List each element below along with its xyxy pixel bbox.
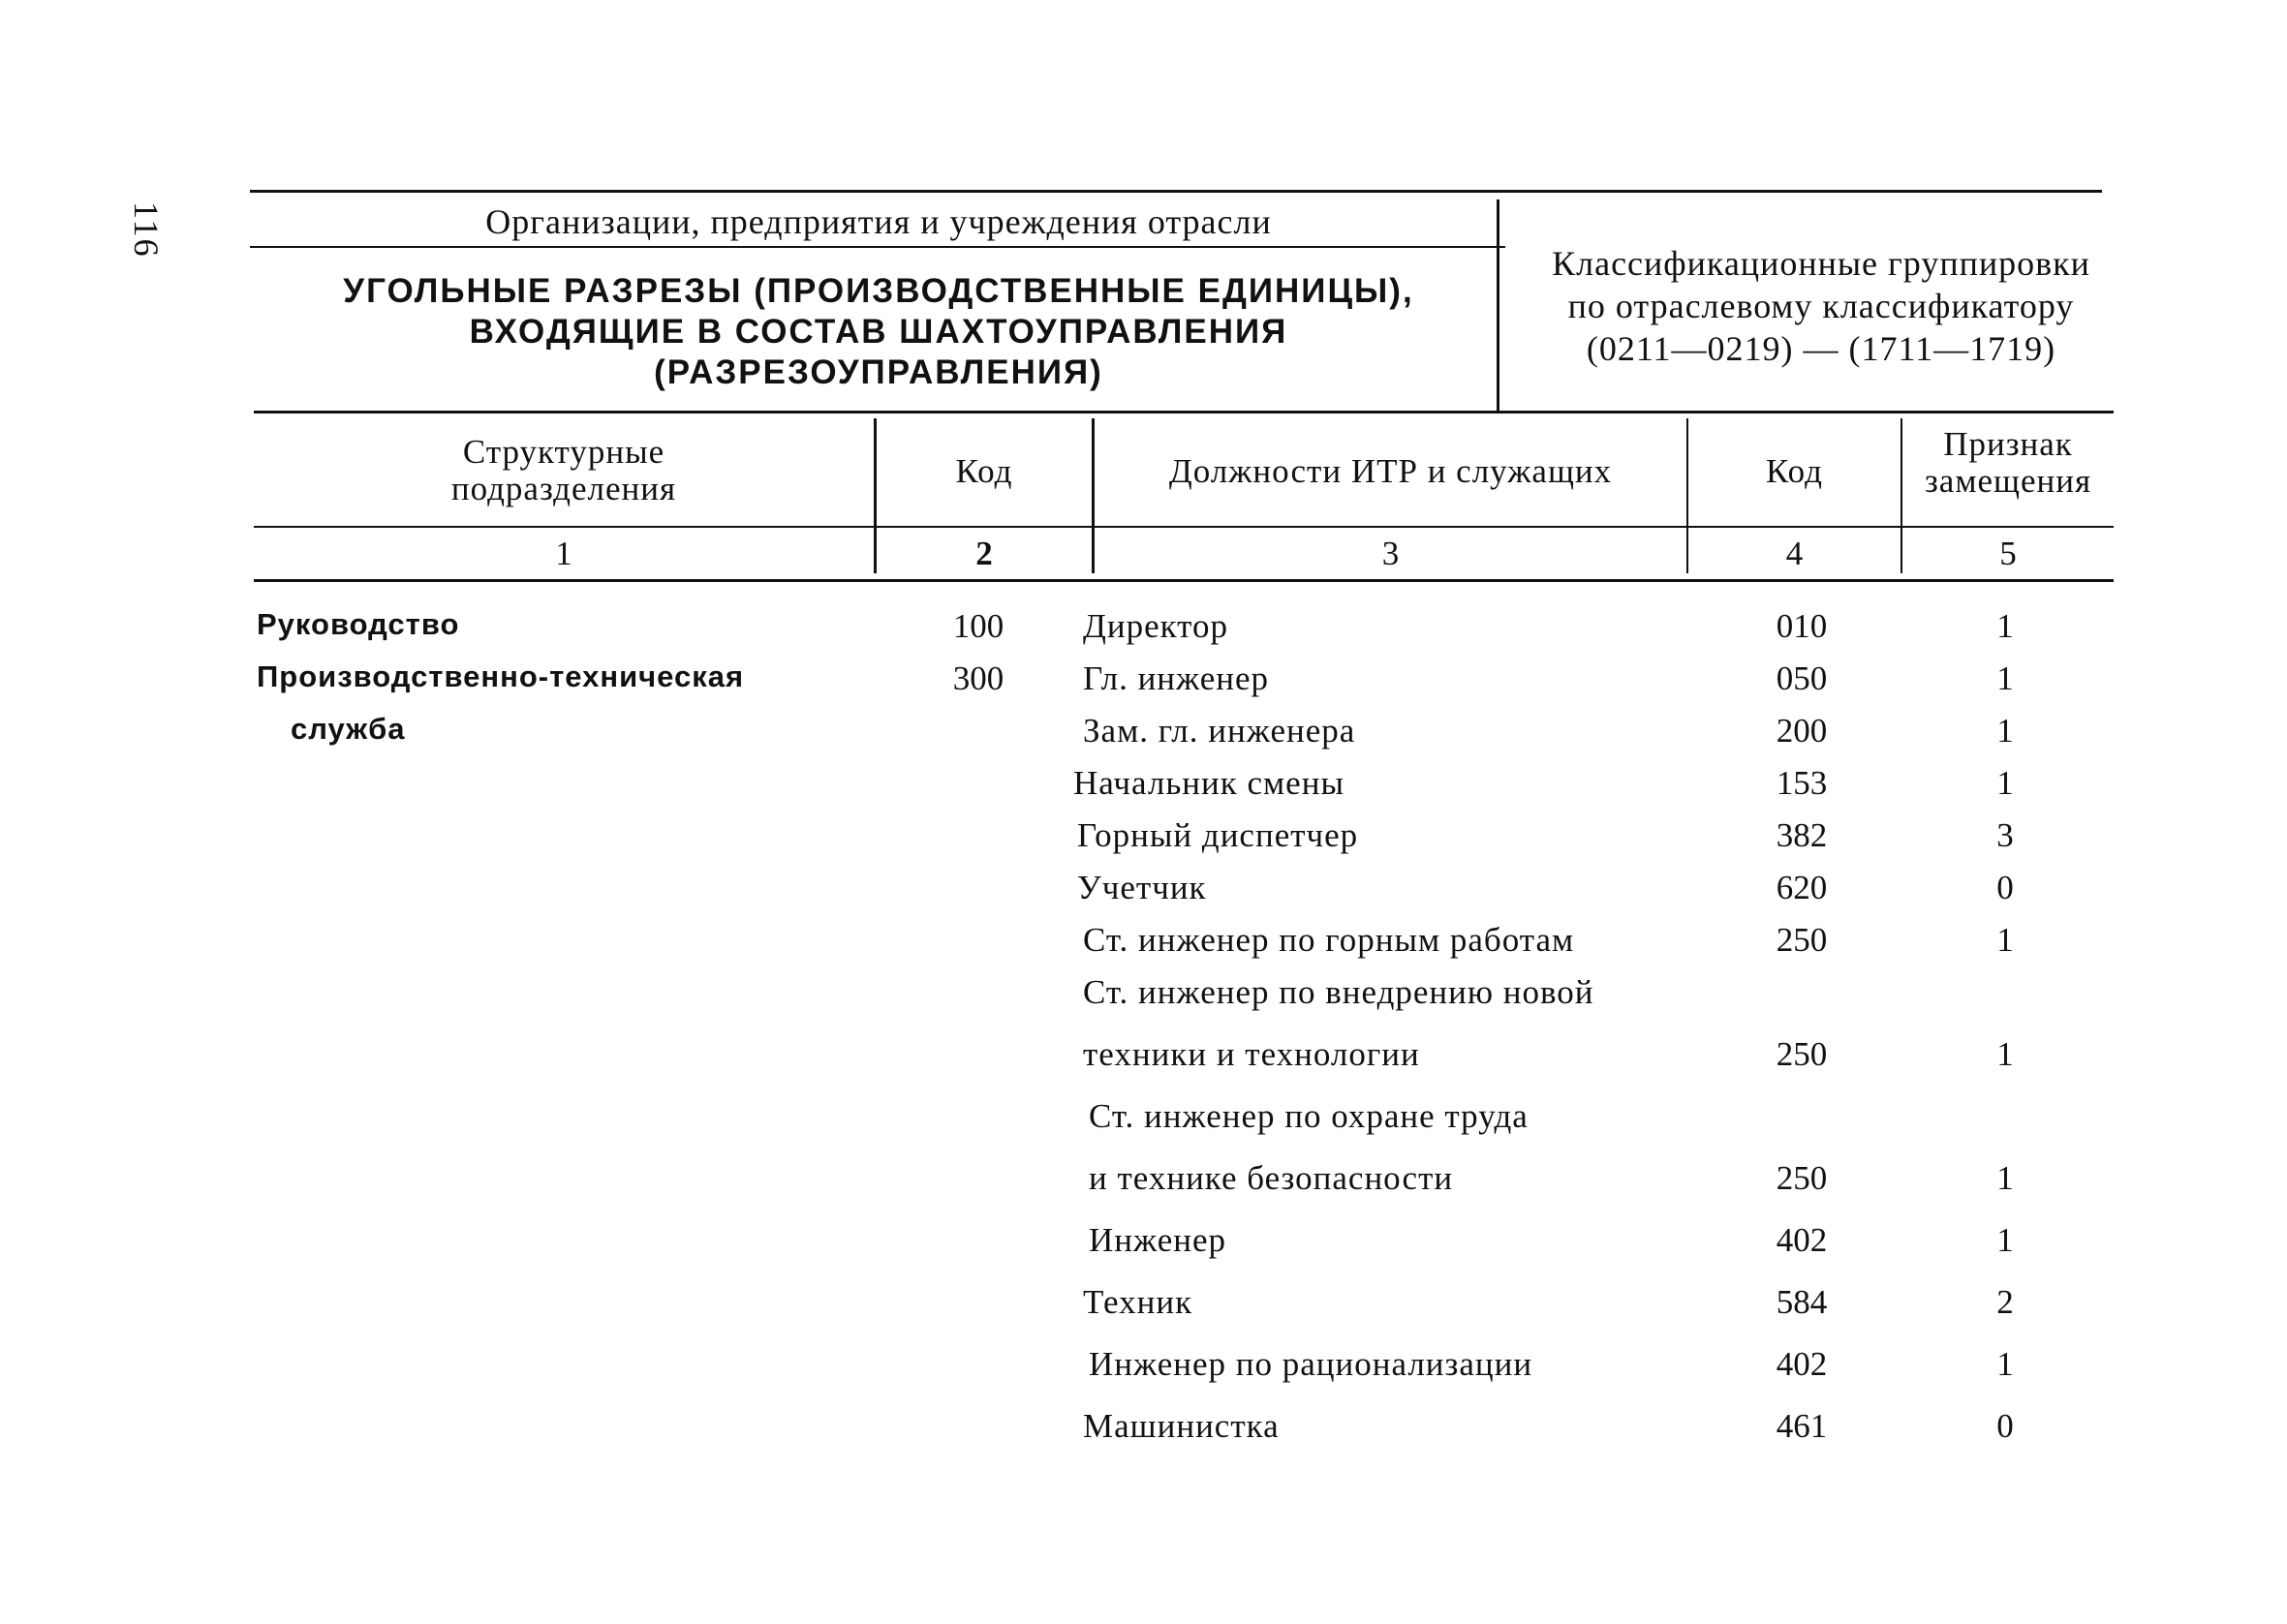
page-number: 116 (127, 201, 166, 259)
sign-cell: 1 (1996, 712, 2014, 750)
title-line: (РАЗРЕЗОУПРАВЛЕНИЯ) (654, 353, 1103, 391)
position-code-cell: 010 (1776, 607, 1828, 645)
sign-cell: 1 (1996, 921, 2014, 959)
position-code-cell: 402 (1776, 1345, 1828, 1383)
sign-cell: 0 (1996, 869, 2014, 906)
column-number: 3 (1381, 535, 1400, 572)
position-cell: Инженер (1089, 1221, 1227, 1259)
dept-cell: служба (291, 712, 406, 746)
position-code-cell: 402 (1776, 1221, 1828, 1259)
position-cell: Директор (1083, 607, 1229, 645)
sign-cell: 1 (1996, 1345, 2014, 1383)
column-number: 4 (1785, 535, 1804, 572)
position-cell: техники и технологии (1083, 1035, 1420, 1073)
dept-cell: Производственно-техническая (257, 659, 745, 693)
table-row (0, 1035, 2287, 1086)
header-label-rule (254, 526, 2114, 528)
column-header-position: Должности ИТР и служащих (1168, 452, 1613, 490)
table-row (0, 1221, 2287, 1272)
position-cell: Зам. гл. инженера (1083, 712, 1356, 750)
position-code-cell: 461 (1776, 1407, 1828, 1445)
title-line: ВХОДЯЩИЕ В СОСТАВ ШАХТОУПРАВЛЕНИЯ (469, 313, 1288, 351)
table-row (0, 1407, 2287, 1457)
sign-cell: 1 (1996, 1159, 2014, 1197)
table-row (0, 1159, 2287, 1210)
position-cell: Машинистка (1083, 1407, 1280, 1445)
position-code-cell: 050 (1776, 659, 1828, 697)
position-cell: Горный диспетчер (1077, 816, 1359, 854)
classifier-line: (0211—0219) — (1711—1719) (1586, 329, 2056, 368)
top-rule (250, 190, 2102, 193)
sign-cell: 1 (1996, 607, 2014, 645)
column-number: 5 (1999, 535, 2017, 572)
sign-cell: 1 (1996, 1035, 2014, 1073)
org-underline (250, 246, 1505, 248)
column-header-dept: Структурные подразделения (450, 433, 677, 507)
dept-code-cell: 300 (952, 659, 1004, 697)
table-row (0, 1097, 2287, 1148)
title-line: УГОЛЬНЫЕ РАЗРЕЗЫ (ПРОИЗВОДСТВЕННЫЕ ЕДИНИЦЫ), (343, 272, 1414, 310)
org-line: Организации, предприятия и учреждения отрасли (485, 202, 1272, 241)
position-code-cell: 153 (1776, 764, 1828, 802)
header-bottom-rule (254, 411, 2114, 414)
column-header-sign: Признак замещения (1924, 425, 2092, 500)
column-header-code: Код (955, 452, 1013, 490)
table-row (0, 921, 2287, 971)
table-row (0, 764, 2287, 814)
sign-cell: 3 (1996, 816, 2014, 854)
position-cell: Ст. инженер по горным работам (1083, 921, 1575, 959)
table-row (0, 712, 2287, 762)
table-row (0, 659, 2287, 710)
column-number: 2 (975, 535, 993, 572)
dept-code-cell: 100 (952, 607, 1004, 645)
position-cell: Начальник смены (1073, 764, 1344, 802)
sign-cell: 1 (1996, 659, 2014, 697)
position-cell: Ст. инженер по внедрению новой (1083, 973, 1594, 1011)
table-row (0, 869, 2287, 919)
position-cell: и технике безопасности (1089, 1159, 1454, 1197)
position-code-cell: 250 (1776, 1035, 1828, 1073)
classifier-block (1511, 242, 2131, 370)
sign-cell: 1 (1996, 764, 2014, 802)
classifier-line: Классификационные группировки (1552, 244, 2090, 283)
position-code-cell: 584 (1776, 1283, 1828, 1321)
position-cell: Гл. инженер (1083, 659, 1270, 697)
table-row (0, 1345, 2287, 1395)
position-cell: Инженер по рационализации (1089, 1345, 1533, 1383)
column-number: 1 (555, 535, 572, 572)
classifier-line: по отраслевому классификатору (1567, 287, 2075, 325)
sign-cell: 0 (1996, 1407, 2014, 1445)
document-title (254, 271, 1503, 393)
position-code-cell: 250 (1776, 1159, 1828, 1197)
position-cell: Ст. инженер по охране труда (1089, 1097, 1529, 1135)
column-header-position-code: Код (1766, 452, 1823, 490)
sign-cell: 1 (1996, 1221, 2014, 1259)
sign-cell: 2 (1996, 1283, 2014, 1321)
position-code-cell: 620 (1776, 869, 1828, 906)
position-cell: Техник (1083, 1283, 1193, 1321)
header-number-rule (254, 579, 2114, 582)
position-cell: Учетчик (1077, 869, 1207, 906)
table-row (0, 816, 2287, 867)
position-code-cell: 250 (1776, 921, 1828, 959)
table-row (0, 1283, 2287, 1333)
table-row (0, 973, 2287, 1024)
dept-cell: Руководство (257, 607, 460, 641)
position-code-cell: 200 (1776, 712, 1828, 750)
table-row (0, 607, 2287, 658)
position-code-cell: 382 (1776, 816, 1828, 854)
